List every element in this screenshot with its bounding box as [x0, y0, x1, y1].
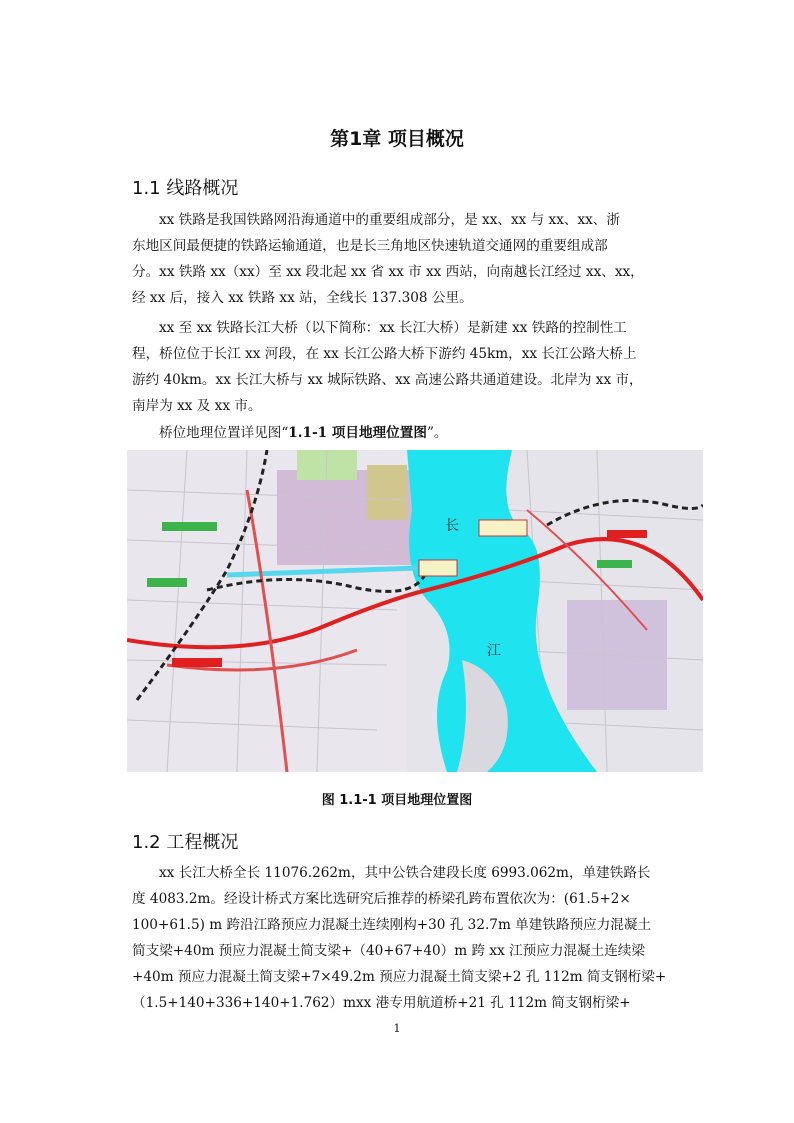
map-road-label — [147, 578, 187, 587]
figure-caption: 图 1.1-1 项目地理位置图 — [321, 793, 473, 808]
paragraph-line: 100+61.5) m 跨沿江路预应力混凝土连续刚构+30 孔 32.7m 单建铁路预应力混凝土 — [132, 917, 652, 933]
section-heading-1-1: 1.1 线路概况 — [132, 178, 239, 199]
paragraph-line: +40m 预应力混凝土简支梁+7×49.2m 预应力混凝土简支梁+2 孔 112m 简支钢桁梁+ — [132, 969, 667, 985]
map-yellow-zone — [367, 465, 407, 520]
figure-ref-link[interactable]: 1.1-1 项目地理位置图 — [288, 425, 427, 441]
paragraph-line: 度 4083.2m。经设计桥式方案比选研究后推荐的桥梁孔跨布置依次为：(61.5+2× — [132, 891, 631, 907]
section-heading-1-2: 1.2 工程概况 — [132, 832, 239, 853]
location-map — [127, 450, 703, 772]
map-road-label — [597, 560, 632, 568]
paragraph-line: 经 xx 后，接入 xx 铁路 xx 站，全线长 137.308 公里。 — [132, 290, 473, 306]
map-label-jiang: 江 — [487, 643, 501, 659]
page-number: 1 — [393, 1022, 401, 1035]
map-road-label — [162, 522, 217, 531]
bridge-label-box — [419, 560, 457, 576]
paragraph-line: 程，桥位位于长江 xx 河段，在 xx 长江公路大桥下游约 45km，xx 长江公路大桥上 — [132, 346, 637, 362]
paragraph-line: xx 铁路是我国铁路网沿海通道中的重要组成部分，是 xx、xx 与 xx、xx、浙 — [159, 212, 620, 228]
paragraph-line: 南岸为 xx 及 xx 市。 — [132, 398, 262, 414]
paragraph-line: xx 至 xx 铁路长江大桥（以下简称：xx 长江大桥）是新建 xx 铁路的控制性工 — [159, 320, 627, 336]
paragraph-line: 简支梁+40m 预应力混凝土简支梁+（40+67+40）m 跨 xx 江预应力混凝土连续梁 — [132, 943, 645, 959]
paragraph-line: 东地区间最便捷的铁路运输通道，也是长三角地区快速轨道交通网的重要组成部 — [132, 238, 608, 254]
paragraph-route-overview — [132, 207, 702, 311]
paragraph-bridge-location — [132, 315, 702, 419]
map-label-chang: 长 — [445, 518, 459, 534]
paragraph-engineering-overview — [132, 860, 702, 1016]
figure-ref-prefix: 桥位地理位置详见图“ — [159, 425, 289, 441]
paragraph-figure-reference — [132, 420, 702, 446]
chapter-title: 第1章 项目概况 — [330, 128, 464, 150]
paragraph-line: 游约 40km。xx 长江大桥与 xx 城际铁路、xx 高速公路共通道建设。北岸为 xx 市， — [132, 372, 643, 388]
figure-ref-suffix: ”。 — [426, 425, 448, 441]
bridge-label-box — [479, 520, 527, 536]
location-map-figure — [127, 450, 703, 772]
paragraph-line — [132, 420, 702, 446]
paragraph-line: （1.5+140+336+140+1.762）mxx 港专用航道桥+21 孔 112m 简支钢桁梁+ — [132, 995, 631, 1011]
map-road-label — [172, 658, 222, 667]
map-road-label — [607, 530, 647, 538]
paragraph-line: xx 长江大桥全长 11076.262m，其中公铁合建段长度 6993.062m，单建铁路长 — [159, 865, 651, 881]
paragraph-line: 分。xx 铁路 xx（xx）至 xx 段北起 xx 省 xx 市 xx 西站，向南越长江经过 xx、xx， — [132, 264, 644, 280]
map-urban-zone — [567, 600, 667, 710]
